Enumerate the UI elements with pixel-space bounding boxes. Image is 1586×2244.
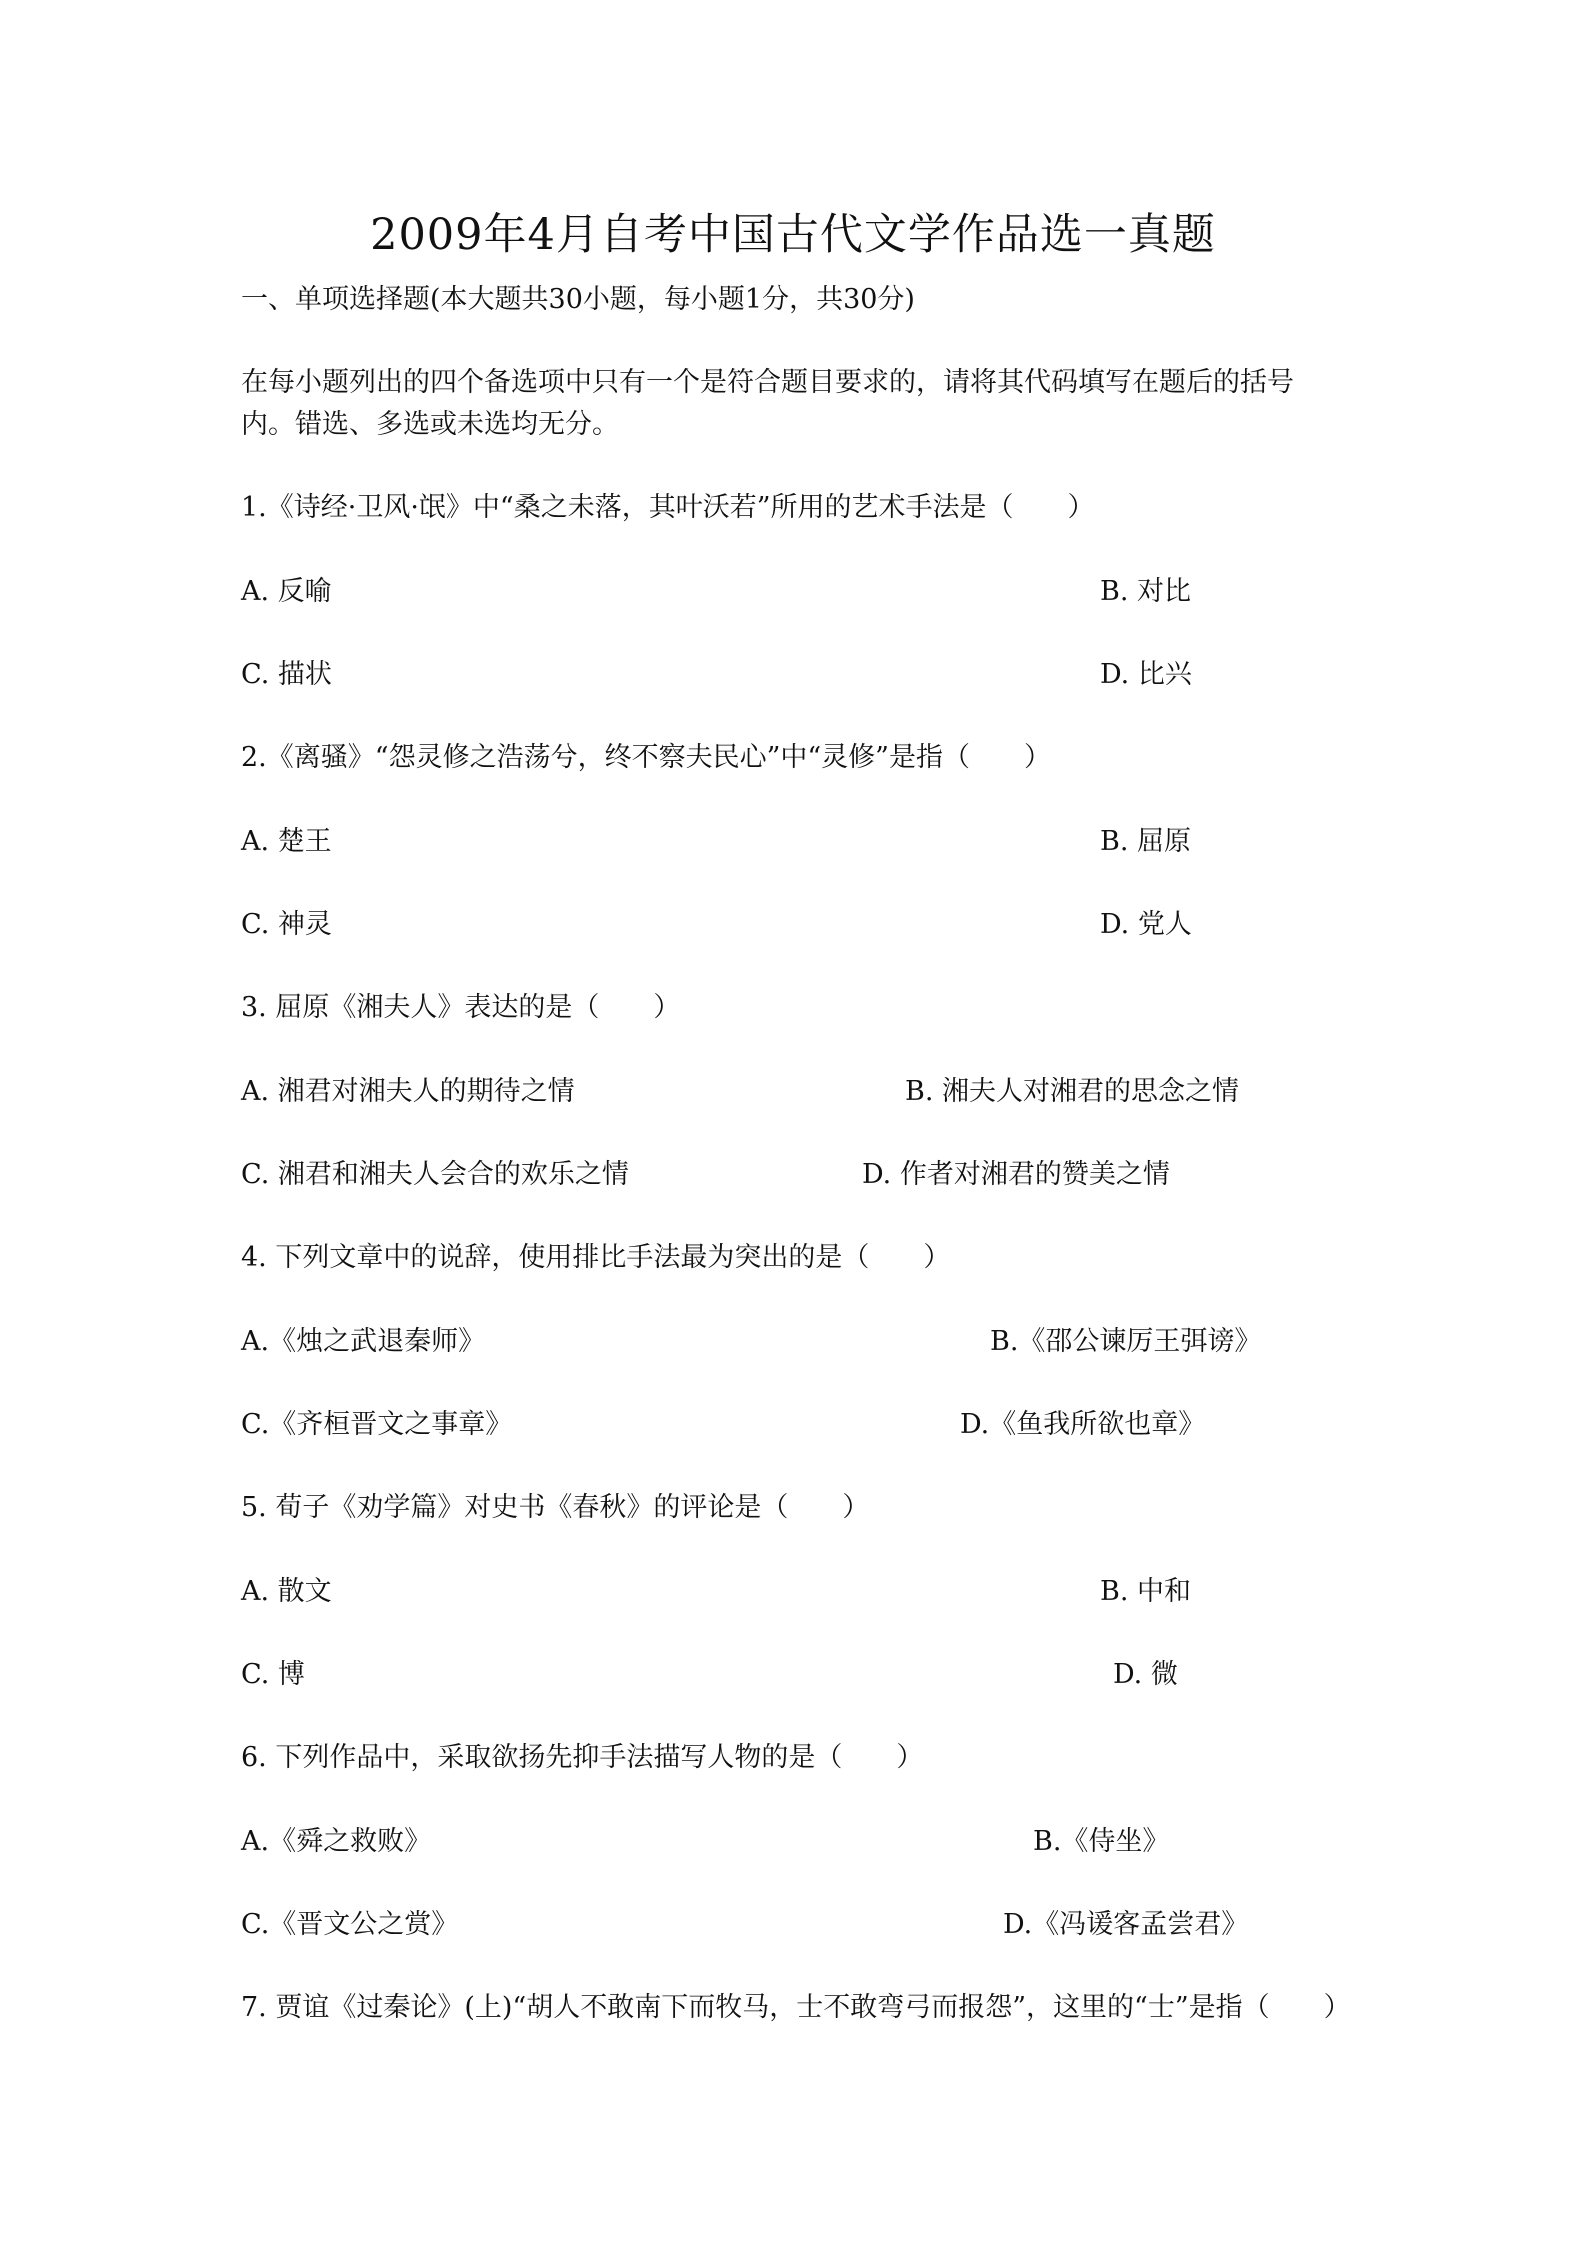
question-1-option-c: C. 描状	[241, 659, 332, 690]
question-6-option-b: B.《侍坐》	[1033, 1826, 1170, 1857]
question-2-stem: 2.《离骚》“怨灵修之浩荡兮，终不察夫民心”中“灵修”是指（ ）	[241, 742, 1051, 773]
question-4-stem: 4. 下列文章中的说辞，使用排比手法最为突出的是（ ）	[241, 1242, 951, 1273]
question-4-option-b: B.《邵公谏厉王弭谤》	[990, 1326, 1262, 1357]
question-4-option-c: C.《齐桓晋文之事章》	[241, 1409, 513, 1440]
question-1-option-b: B. 对比	[1100, 576, 1192, 607]
question-5-stem: 5. 荀子《劝学篇》对史书《春秋》的评论是（ ）	[241, 1492, 870, 1523]
question-1-option-d: D. 比兴	[1100, 659, 1192, 690]
question-1-option-a: A. 反喻	[241, 576, 332, 607]
document-title: 2009年4月自考中国古代文学作品选一真题	[370, 210, 1216, 260]
instructions-line-2: 内。错选、多选或未选均无分。	[241, 409, 619, 440]
question-5-option-b: B. 中和	[1100, 1576, 1192, 1607]
instructions-line-1: 在每小题列出的四个备选项中只有一个是符合题目要求的，请将其代码填写在题后的括号	[241, 367, 1294, 398]
question-3-option-a: A. 湘君对湘夫人的期待之情	[241, 1076, 575, 1107]
question-6-option-d: D.《冯谖客孟尝君》	[1003, 1909, 1249, 1940]
question-2-option-a: A. 楚王	[241, 826, 332, 857]
question-5-option-c: C. 博	[241, 1659, 305, 1690]
question-7-stem: 7. 贾谊《过秦论》(上)“胡人不敢南下而牧马，士不敢弯弓而报怨”，这里的“士”是指（ ）	[241, 1992, 1351, 2023]
section-header: 一、单项选择题(本大题共30小题，每小题1分，共30分)	[241, 284, 915, 315]
question-6-option-c: C.《晋文公之赏》	[241, 1909, 459, 1940]
question-2-option-b: B. 屈原	[1100, 826, 1192, 857]
question-5-option-a: A. 散文	[241, 1576, 332, 1607]
question-4-option-d: D.《鱼我所欲也章》	[960, 1409, 1206, 1440]
question-6-stem: 6. 下列作品中，采取欲扬先抑手法描写人物的是（ ）	[241, 1742, 924, 1773]
question-3-stem: 3. 屈原《湘夫人》表达的是（ ）	[241, 992, 681, 1023]
question-5-option-d: D. 微	[1113, 1659, 1178, 1690]
question-2-option-c: C. 神灵	[241, 909, 332, 940]
question-3-option-b: B. 湘夫人对湘君的思念之情	[905, 1076, 1240, 1107]
question-6-option-a: A.《舜之救败》	[241, 1826, 432, 1857]
question-1-stem: 1.《诗经·卫风·氓》中“桑之未落，其叶沃若”所用的艺术手法是（ ）	[241, 492, 1095, 523]
question-4-option-a: A.《烛之武退秦师》	[241, 1326, 486, 1357]
question-3-option-c: C. 湘君和湘夫人会合的欢乐之情	[241, 1159, 629, 1190]
question-3-option-d: D. 作者对湘君的赞美之情	[862, 1159, 1170, 1190]
question-2-option-d: D. 党人	[1100, 909, 1192, 940]
